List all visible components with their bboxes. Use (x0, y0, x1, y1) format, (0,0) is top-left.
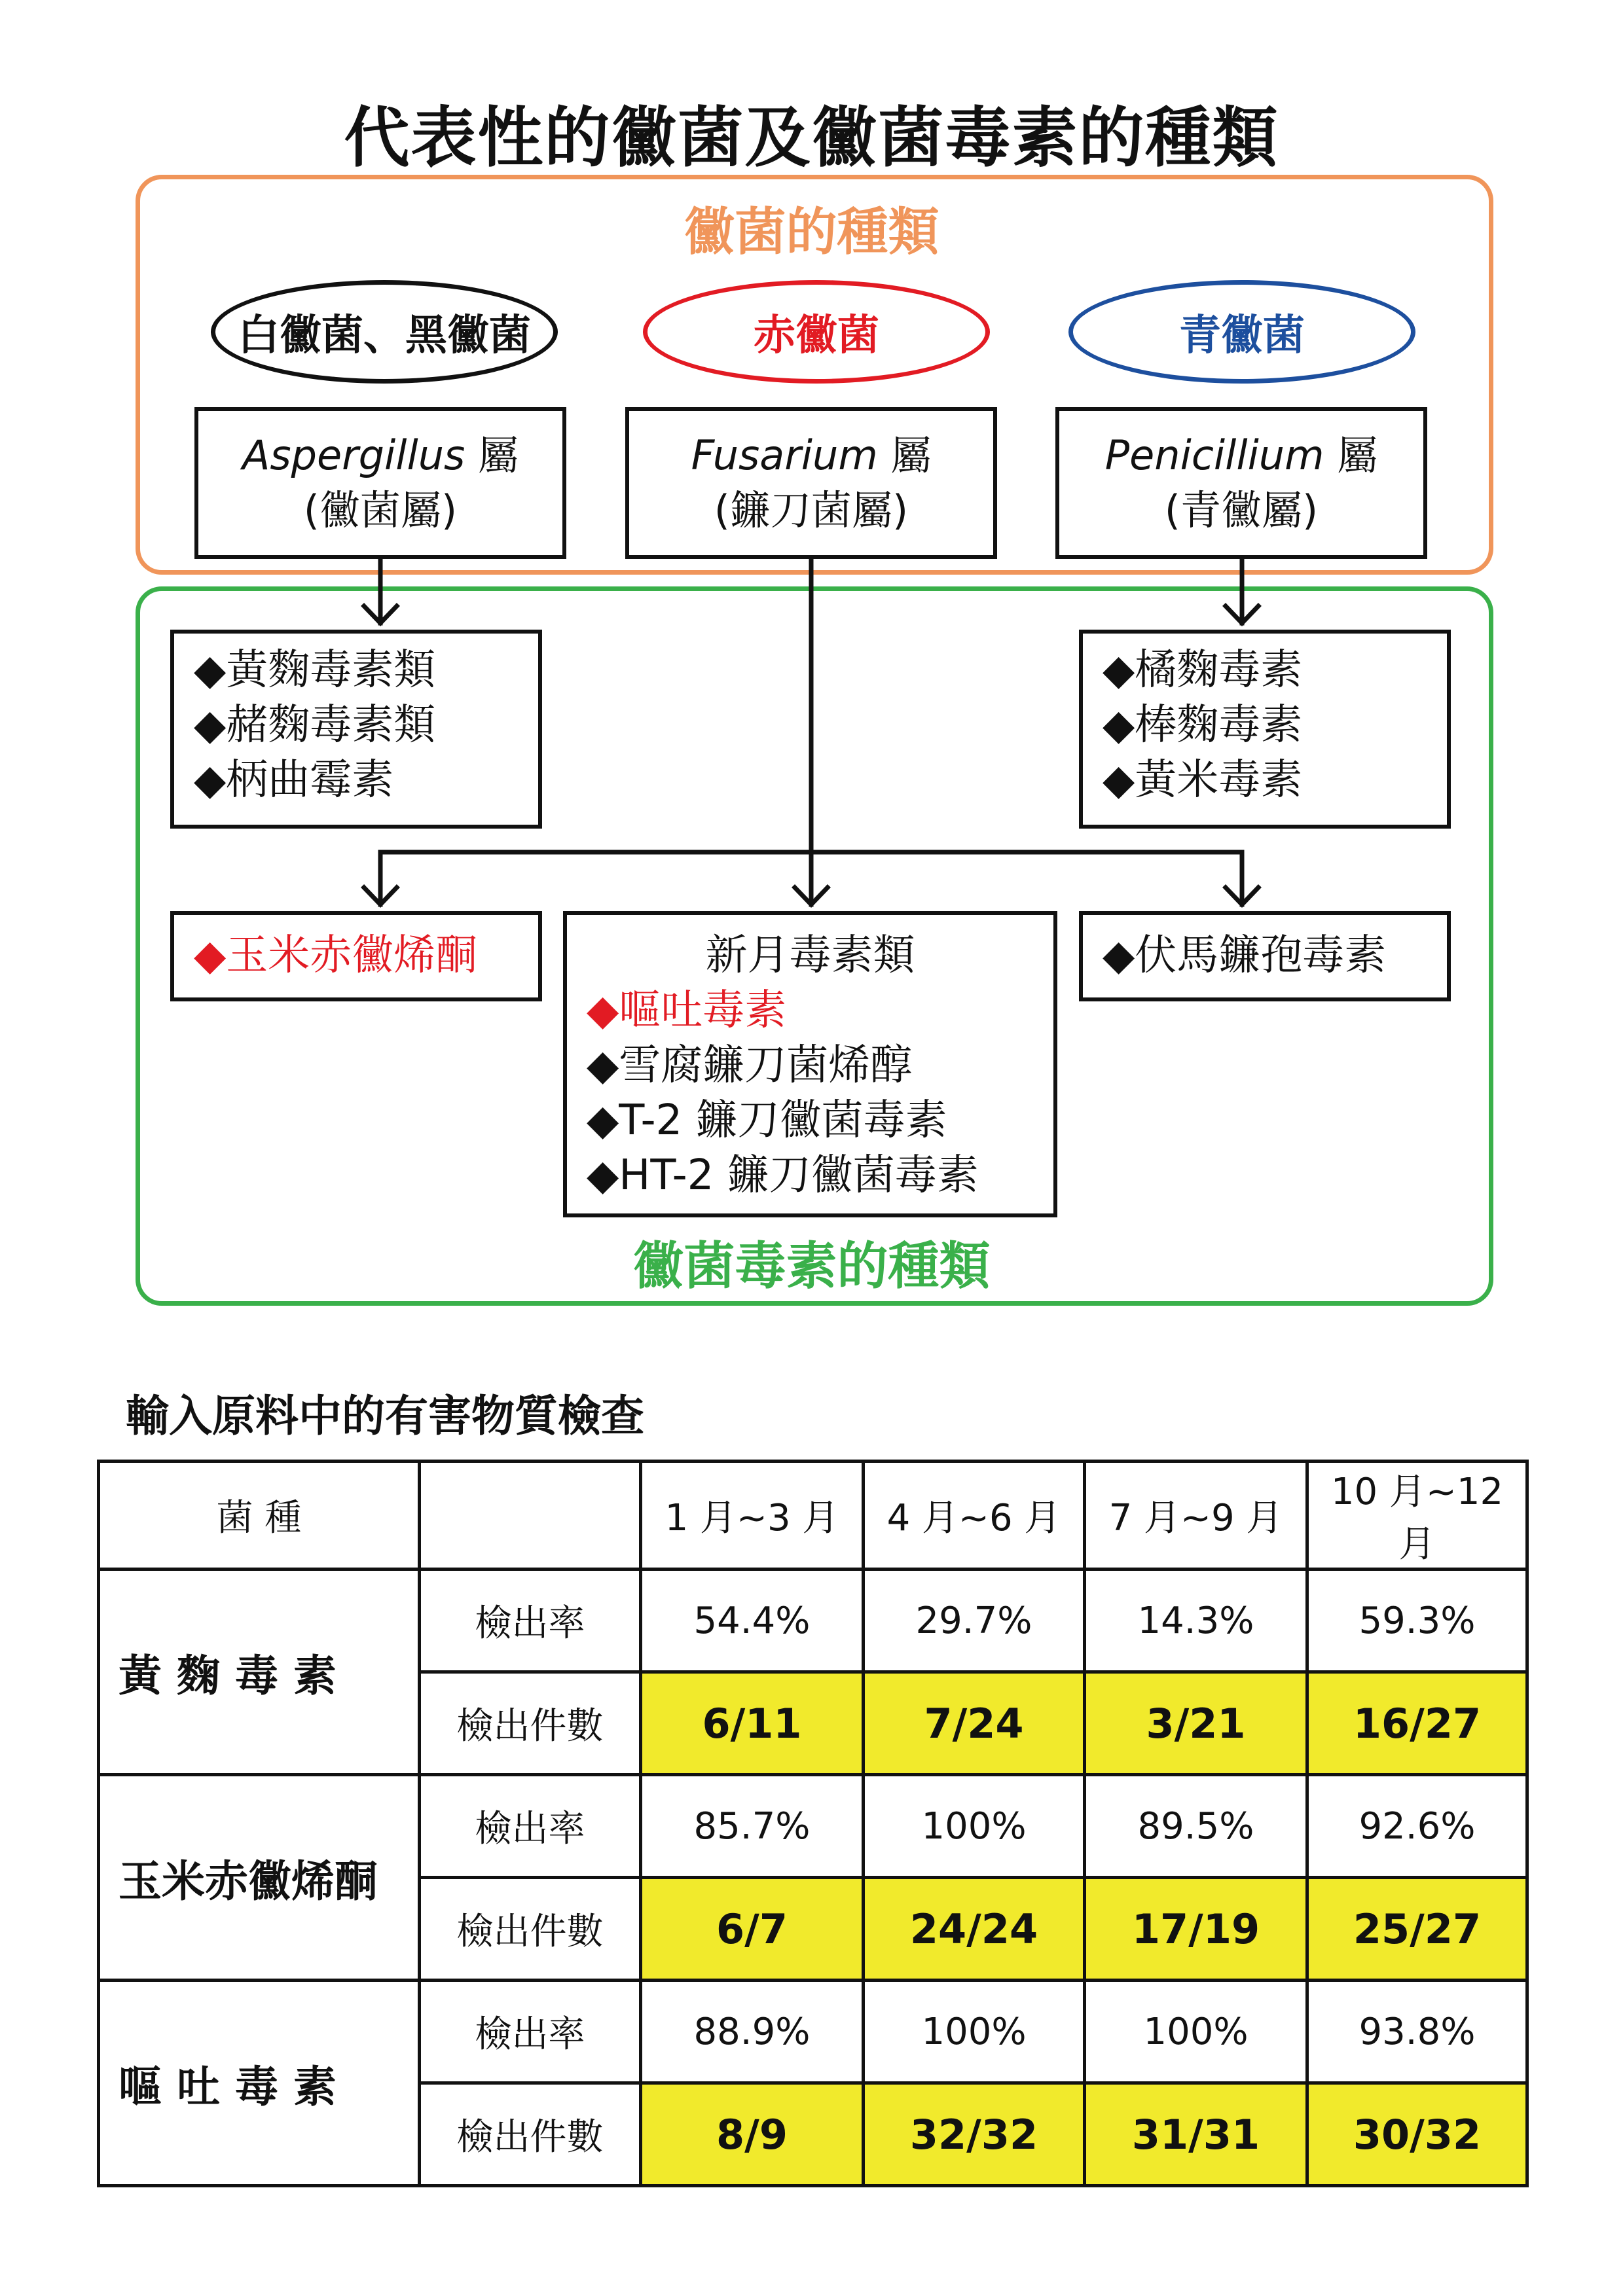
ellipse-red-mold: 赤黴菌 (643, 280, 990, 384)
rate-cell: 29.7% (864, 1570, 1085, 1672)
row-label: 檢出率 (420, 1775, 641, 1878)
ellipse-white-black-mold: 白黴菌、黑黴菌 (211, 280, 558, 384)
header-cell (420, 1462, 641, 1570)
rate-cell: 100% (864, 1981, 1085, 2083)
toxin-item: ◆T-2 鐮刀黴菌毒素 (587, 1096, 947, 1145)
genus-common-name: (鐮刀菌屬) (714, 486, 909, 534)
count-cell: 17/19 (1085, 1878, 1307, 1981)
count-cell: 31/31 (1085, 2083, 1307, 2186)
rate-cell: 89.5% (1085, 1775, 1307, 1878)
toxin-item: ◆黃麴毒素類 (194, 646, 436, 694)
count-cell: 7/24 (864, 1672, 1085, 1775)
toxin-item: ◆雪腐鐮刀菌烯醇 (587, 1041, 913, 1090)
count-cell: 16/27 (1307, 1672, 1527, 1775)
row-label: 檢出件數 (420, 2083, 641, 2186)
row-label: 檢出率 (420, 1981, 641, 2083)
rate-cell: 93.8% (1307, 1981, 1527, 2083)
toxin-item: ◆HT-2 鐮刀黴菌毒素 (587, 1151, 979, 1200)
toxin-item: ◆赭麴毒素類 (194, 701, 436, 749)
toxin-section-title: 黴菌毒素的種類 (632, 1237, 991, 1296)
ellipse-blue-mold: 青黴菌 (1068, 280, 1415, 384)
header-cell: 10 月~12 月 (1307, 1462, 1527, 1570)
table-row (99, 1981, 1527, 2083)
toxin-item: ◆玉米赤黴烯酮 (194, 931, 478, 980)
genus-common-name: (青黴屬) (1164, 486, 1319, 534)
page-title: 代表性的黴菌及黴菌毒素的種類 (344, 99, 1279, 176)
rate-cell: 92.6% (1307, 1775, 1527, 1878)
count-cell: 32/32 (864, 2083, 1085, 2186)
genus-suffix: 屬 (877, 431, 932, 479)
toxin-item: ◆伏馬鐮孢毒素 (1103, 931, 1387, 980)
count-cell: 8/9 (641, 2083, 864, 2186)
toxin-name-cell: 黃 麴 毒 素 (99, 1570, 420, 1775)
row-label: 檢出率 (420, 1570, 641, 1672)
rate-cell: 85.7% (641, 1775, 864, 1878)
toxin-item: ◆橘麴毒素 (1103, 646, 1303, 694)
toxin-name-cell: 嘔 吐 毒 素 (99, 1981, 420, 2186)
genus-suffix: 屬 (465, 431, 519, 479)
header-cell: 7 月~9 月 (1085, 1462, 1307, 1570)
count-cell: 6/11 (641, 1672, 864, 1775)
genus-suffix: 屬 (1324, 431, 1378, 479)
toxin-item: ◆柄曲霉素 (194, 756, 394, 804)
toxin-item: ◆嘔吐毒素 (587, 986, 787, 1035)
genus-latin: Aspergillus (242, 431, 465, 479)
toxin-name-cell: 玉米赤黴烯酮 (99, 1775, 420, 1981)
count-cell: 3/21 (1085, 1672, 1307, 1775)
toxin-item: ◆黃米毒素 (1103, 756, 1303, 804)
trichothecene-heading: 新月毒素類 (705, 931, 915, 980)
rate-cell: 100% (864, 1775, 1085, 1878)
count-cell: 25/27 (1307, 1878, 1527, 1981)
count-cell: 30/32 (1307, 2083, 1527, 2186)
fungi-section-title: 黴菌的種類 (684, 203, 939, 262)
count-cell: 6/7 (641, 1878, 864, 1981)
header-cell: 4 月~6 月 (864, 1462, 1085, 1570)
rate-cell: 100% (1085, 1981, 1307, 2083)
genus-latin: Penicillium (1104, 431, 1324, 479)
table-header-row (99, 1462, 1527, 1570)
table-caption: 輸入原料中的有害物質檢查 (126, 1391, 644, 1441)
row-label: 檢出件數 (420, 1672, 641, 1775)
table-row (99, 1775, 1527, 1878)
genus-latin: Fusarium (691, 431, 878, 479)
inspection-table (97, 1460, 1529, 2187)
rate-cell: 14.3% (1085, 1570, 1307, 1672)
rate-cell: 59.3% (1307, 1570, 1527, 1672)
header-cell: 菌 種 (99, 1462, 420, 1570)
rate-cell: 54.4% (641, 1570, 864, 1672)
row-label: 檢出件數 (420, 1878, 641, 1981)
toxin-item: ◆棒麴毒素 (1103, 701, 1303, 749)
table-row (99, 1570, 1527, 1672)
count-cell: 24/24 (864, 1878, 1085, 1981)
header-cell: 1 月~3 月 (641, 1462, 864, 1570)
rate-cell: 88.9% (641, 1981, 864, 2083)
genus-common-name: (黴菌屬) (303, 486, 458, 534)
